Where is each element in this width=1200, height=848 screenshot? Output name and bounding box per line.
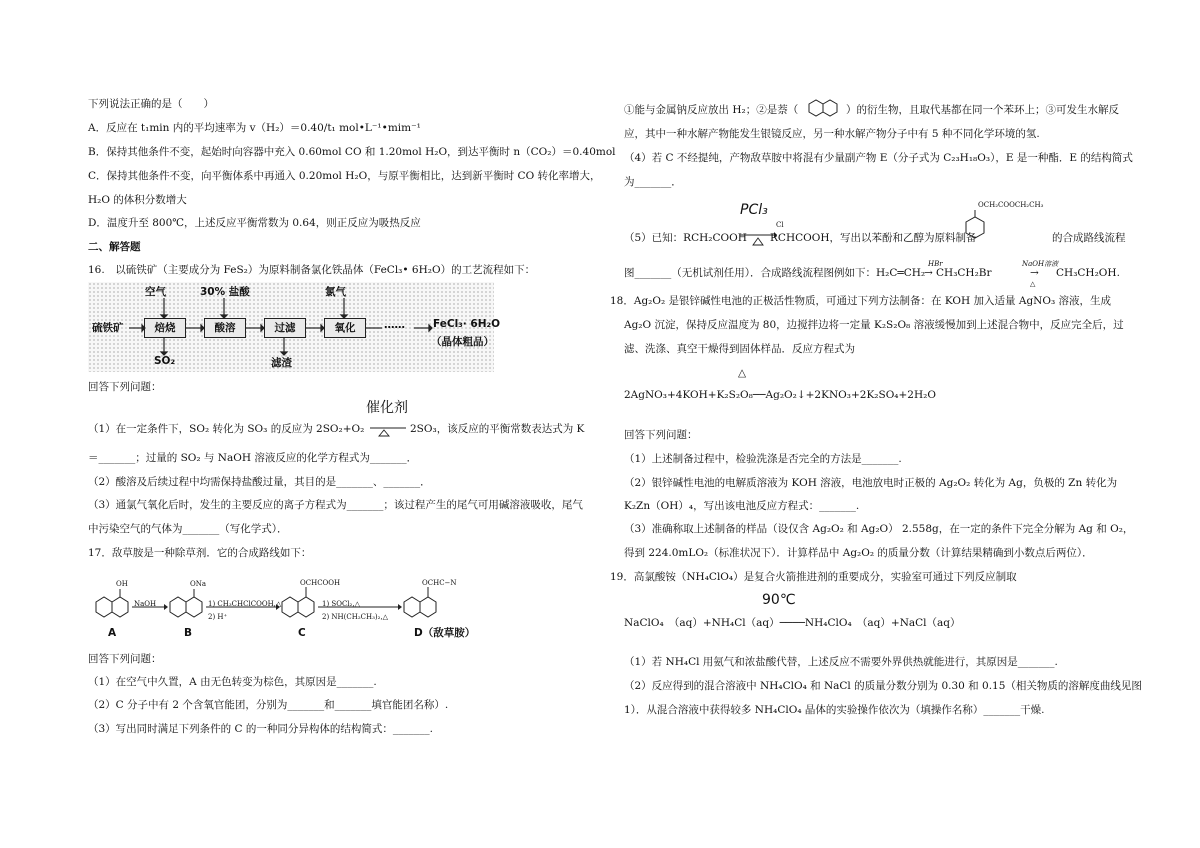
q18-part2-cont: K₂Zn（OH）₄，写出该电池反应方程式：_______.: [624, 500, 860, 512]
scheme-label-a: A: [108, 627, 117, 639]
q17-answer-prompt: 回答下列问题：: [88, 653, 162, 665]
scheme-label-c: C: [298, 627, 306, 639]
q18-part3-cont: 得到 224.0mLO₂（标准状况下）．计算样品中 Ag₂O₂ 的质量分数（计算结果精确到小数点后两位）．: [624, 547, 1093, 559]
temperature-label: 90℃: [762, 592, 796, 608]
chlorine-substituent: Cl: [776, 221, 784, 229]
q18-answer-prompt: 回答下列问题：: [624, 429, 698, 441]
flow-arrows: [88, 282, 494, 372]
flow-step-dissolve: 酸溶: [204, 318, 246, 338]
pcl3-label: PCl₃: [740, 202, 768, 218]
q17-condition-1-cont: ）的衍生物，且取代基都在同一个苯环上；③可发生水解反: [846, 104, 1119, 116]
flow-step-oxidize: 氧化: [324, 318, 366, 338]
target-substituent: OCH₂COOCH₂CH₃: [978, 201, 1044, 209]
q17-intro: 17．敌草胺是一种除草剂．它的合成路线如下：: [88, 547, 312, 559]
q19-part2-cont: 1）．从混合溶液中获得较多 NH₄ClO₄ 晶体的实验操作依次为（填操作名称）_______干燥.: [624, 704, 1045, 716]
scheme-label-d: D（敌草胺）: [414, 627, 476, 639]
scheme-step4: 2) NH(CH₂CH₃)₂,△: [322, 613, 389, 621]
scheme-label-b: B: [184, 627, 193, 639]
q18-intro-3: 滤、洗涤、真空干燥得到固体样品．反应方程式为: [624, 343, 855, 355]
scheme-step1: 1) CH₃CHClCOOH,△: [208, 600, 282, 608]
q16-intro: 16. 以硫铁矿（主要成分为 FeS₂）为原料制备氯化铁晶体（FeCl₃• 6H₂O）的工艺流程如下：: [88, 264, 536, 276]
example-product: CH₃CH₂OH.: [1056, 267, 1120, 279]
q18-part2: （2）银锌碱性电池的电解质溶液为 KOH 溶液，电池放电时正极的 Ag₂O₂ 转化为 Ag，负极的 Zn 转化为: [624, 477, 1118, 489]
q17-part2: （2）C 分子中有 2 个含氧官能团，分别为_______和_______填官能团名称）.: [88, 699, 449, 711]
q18-equation: 2AgNO₃+4KOH+K₂S₂O₈──Ag₂O₂↓+2KNO₃+2K₂SO₄+2H₂O: [624, 389, 936, 401]
q18-part3: （3）准确称取上述制备的样品（设仅含 Ag₂O₂ 和 Ag₂O） 2.558g，在一定的条件下完全分解为 Ag 和 O₂，: [624, 523, 1134, 535]
q17-part4-cont: 为_______．: [624, 176, 682, 188]
flow-raw-material: 硫铁矿: [92, 322, 124, 334]
q16-part1-k: ＝_______；过量的 SO₂ 与 NaOH 溶液反应的化学方程式为_______．: [88, 452, 418, 464]
q16-part1-cont: 2SO₃，该反应的平衡常数表达式为 K: [410, 423, 585, 435]
q18-heat-symbol: △: [738, 367, 747, 379]
scheme-step2: 2) H⁺: [208, 613, 228, 621]
q15-intro: 下列说法正确的是（ ）: [88, 98, 214, 110]
q15-option-a: A．反应在 t₁min 内的平均速率为 v（H₂）＝0.40/t₁ mol•L⁻¹•mim⁻¹: [88, 122, 421, 134]
q17-condition-2: 应，其中一种水解产物能发生银镜反应，另一种水解产物分子中有 5 种不同化学环境的氢.: [624, 128, 1040, 140]
reversible-arrow: [368, 420, 408, 438]
flow-ellipsis: ……: [384, 319, 405, 331]
q15-option-d: D．温度升至 800℃，上述反应平衡常数为 0.64，则正反应为吸热反应: [88, 217, 421, 229]
scheme-step3: 1) SOCl₂,△: [322, 600, 360, 608]
scheme-c-group: OCHCOOH: [300, 579, 341, 587]
q17-part5-tail: 的合成路线流程: [1052, 232, 1126, 244]
q15-option-c: C．保持其他条件不变，向平衡体系中再通入 0.20mol H₂O，与原平衡相比，达到新平衡时 CO 转化率增大，: [88, 170, 601, 182]
q16-answer-prompt: 回答下列问题：: [88, 381, 162, 393]
example-intermediate: CH₃CH₂Br: [936, 267, 992, 279]
scheme-d-group: OCHC−N: [422, 579, 457, 587]
scheme-ona: ONa: [190, 580, 207, 588]
flow-chlorine: 氯气: [325, 286, 346, 298]
q15-option-c-cont: H₂O 的体积分数增大: [88, 194, 187, 206]
q17-condition-1: ①能与金属钠反应放出 H₂；②是萘（: [624, 104, 799, 116]
q16-part1: （1）在一定条件下，SO₂ 转化为 SO₃ 的反应为 2SO₂+O₂: [88, 423, 365, 435]
naoh-reagent: NaOH溶液: [1022, 260, 1059, 268]
flow-residue: 滤渣: [271, 357, 292, 369]
process-flowchart: [88, 282, 501, 372]
q19-part1: （1）若 NH₄Cl 用氨气和浓盐酸代替，上述反应不需要外界供热就能进行，其原因是_______.: [624, 656, 1058, 668]
naphthalene-icon: [806, 98, 842, 118]
flow-air: 空气: [145, 286, 166, 298]
q18-intro-2: Ag₂O 沉淀，保持反应温度为 80，边搅拌边将一定量 K₂S₂O₈ 溶液缓慢加到上述混合物中，反应完全后，过: [624, 319, 1124, 331]
q19-part2: （2）反应得到的混合溶液中 NH₄ClO₄ 和 NaCl 的质量分数分别为 0.30 和 0.15（相关物质的溶解度曲线见图: [624, 680, 1142, 692]
q17-part4: （4）若 C 不经提纯，产物敌草胺中将混有少量副产物 E（分子式为 C₂₃H₁₈O₃），E 是一种酯．E 的结构简式: [624, 152, 1133, 164]
example-arrow-1: →: [924, 267, 933, 279]
hbr-reagent: HBr: [928, 260, 943, 268]
scheme-oh: OH: [116, 580, 128, 588]
flow-step-filter: 过滤: [264, 318, 306, 338]
q17-part1: （1）在空气中久置，A 由无色转变为棕色，其原因是_______.: [88, 676, 377, 688]
q17-part5-cont: RCHCOOH，写出以苯酚和乙醇为原料制备: [770, 232, 977, 244]
flow-hcl: 30% 盐酸: [200, 286, 250, 298]
q17-part5: （5）已知：RCH₂COOH: [624, 232, 747, 244]
q16-part3-cont: 中污染空气的气体为_______（写化学式）．: [88, 523, 288, 535]
flow-product-note: （晶体粗品）: [431, 336, 494, 348]
q17-part5-example: 图_______（无机试剂任用）．合成路线流程图例如下：H₂C═CH₂: [624, 267, 926, 279]
q16-part3: （3）通氯气氧化后时，发生的主要反应的离子方程式为_______；该过程产生的尾气可用碱溶液吸收，尾气: [88, 499, 583, 511]
catalyst-label: 催化剂: [366, 400, 408, 416]
q16-part2: （2）酸溶及后续过程中均需保持盐酸过量，其目的是_______、_______．: [88, 476, 431, 488]
q18-part1: （1）上述制备过程中，检验洗涤是否完全的方法是_______.: [624, 453, 902, 465]
q17-part3: （3）写出同时满足下列条件的 C 的一种同分异构体的结构简式：_______.: [88, 723, 433, 735]
scheme-naoh: NaOH: [134, 600, 157, 608]
example-delta: △: [1030, 280, 1036, 288]
section-heading: 二、解答题: [88, 241, 141, 253]
flow-so2: SO₂: [154, 355, 176, 367]
q19-intro: 19．高氯酸铵（NH₄ClO₄）是复合火箭推进剂的重要成分，实验室可通过下列反应制取: [610, 571, 1017, 583]
flow-product: FeCl₃· 6H₂O: [433, 318, 501, 330]
example-arrow-2: →: [1030, 267, 1039, 279]
flow-step-roast: 焙烧: [144, 318, 186, 338]
q18-intro: 18．Ag₂O₂ 是银锌碱性电池的正极活性物质，可通过下列方法制备：在 KOH 加入适量 AgNO₃ 溶液，生成: [610, 295, 1112, 307]
q15-option-b: B．保持其他条件不变，起始时向容器中充入 0.60mol CO 和 1.20mol H₂O，到达平衡时 n（CO₂）＝0.40mol: [88, 146, 616, 158]
q19-equation: NaClO₄ （aq）+NH₄Cl（aq）────NH₄ClO₄ （aq）+NaCl（aq）: [624, 617, 961, 629]
